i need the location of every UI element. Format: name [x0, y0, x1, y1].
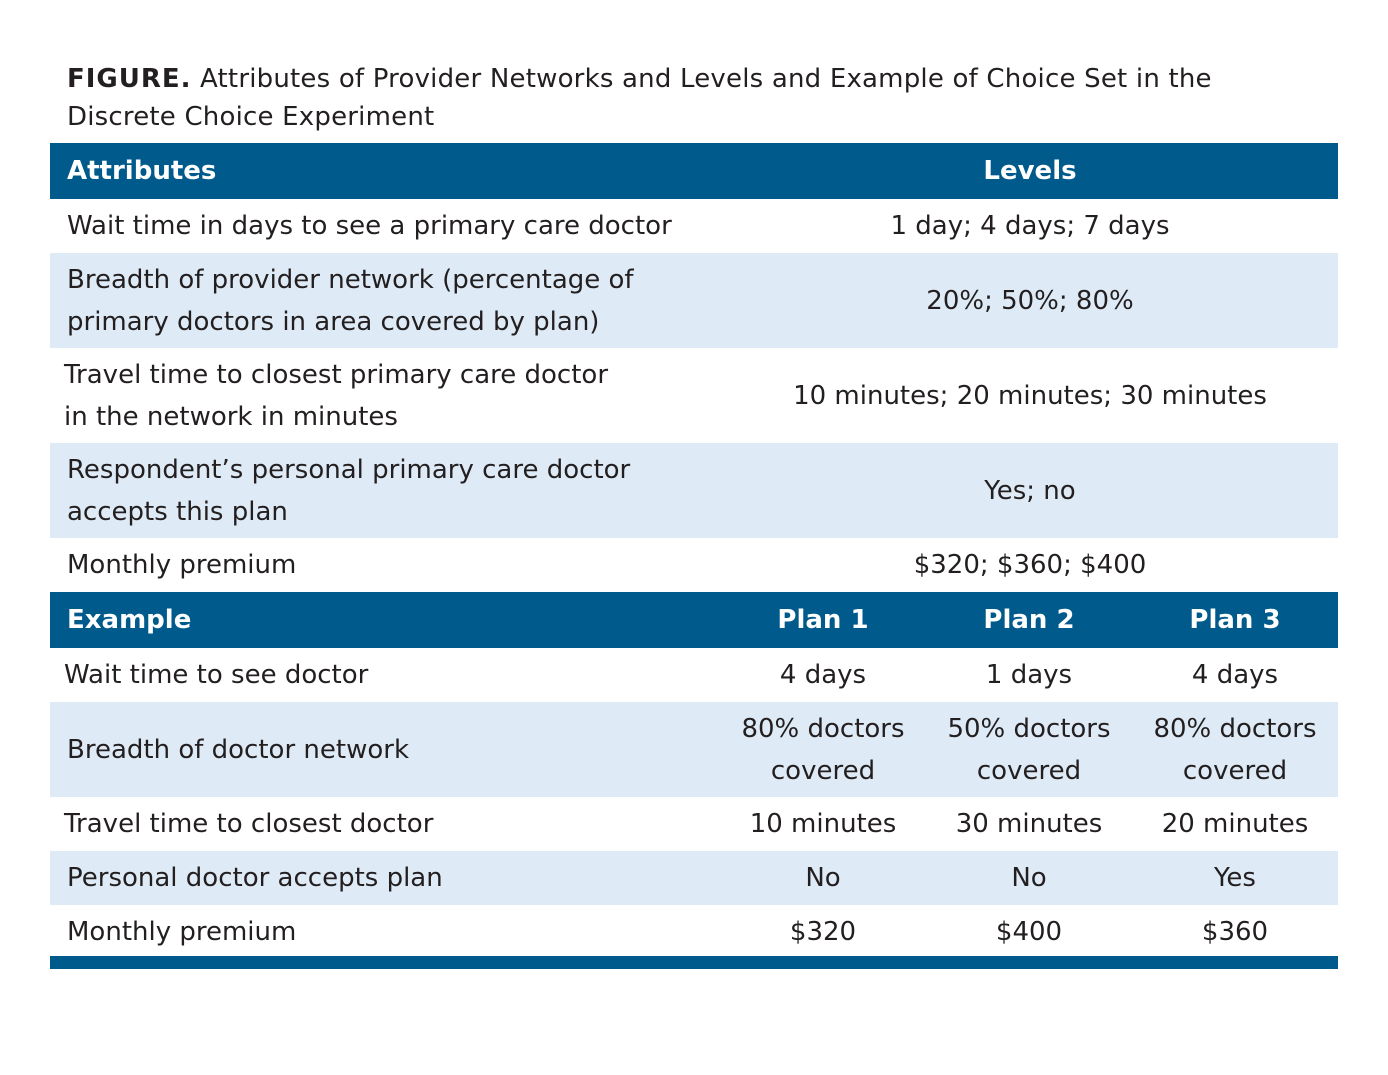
attribute-cell: Monthly premium: [67, 550, 297, 580]
levels-cell: 20%; 50%; 80%: [926, 285, 1134, 316]
table-row: [50, 851, 1338, 905]
example-column-header: Example: [67, 605, 192, 635]
plan-1-cell: $320: [789, 917, 857, 947]
example-attribute-cell: Breadth of doctor network: [67, 734, 409, 765]
plan-2-cell: $400: [995, 917, 1063, 947]
attributes-header-row: [50, 143, 1338, 199]
attributes-column-header: Attributes: [67, 156, 217, 186]
table-row: [50, 253, 1338, 348]
attribute-cell: Wait time in days to see a primary care doctor: [67, 211, 672, 241]
plan-3-cell: Yes: [1214, 863, 1256, 893]
figure-title: Attributes of Provider Networks and Levels and Example of Choice Set in the Discrete Choice Experiment: [67, 64, 1212, 132]
example-attribute-cell: Wait time to see doctor: [64, 660, 369, 690]
attribute-cell: Respondent’s personal primary care doctor accepts this plan: [67, 454, 631, 527]
plan-3-cell: 80% doctors covered: [1153, 713, 1317, 786]
example-attribute-cell: Monthly premium: [67, 917, 297, 947]
table-row: [50, 199, 1338, 253]
plan-1-cell: 10 minutes: [749, 809, 897, 839]
table-row: [50, 905, 1338, 959]
example-header-row: [50, 592, 1338, 648]
example-attribute-cell: Travel time to closest doctor: [64, 809, 434, 839]
plan-1-cell: 4 days: [779, 660, 867, 690]
figure-caption: [67, 60, 1327, 136]
levels-cell: $320; $360; $400: [913, 550, 1147, 580]
plan-2-cell: 30 minutes: [955, 809, 1103, 839]
plan-2-column-header: Plan 2: [983, 605, 1075, 635]
table-row: [50, 538, 1338, 592]
example-attribute-cell: Personal doctor accepts plan: [67, 863, 443, 893]
table-row: [50, 702, 1338, 797]
plan-3-cell: $360: [1201, 917, 1269, 947]
plan-2-cell: 1 days: [985, 660, 1073, 690]
plan-3-cell: 4 days: [1191, 660, 1279, 690]
table-bottom-rule: [50, 956, 1338, 969]
plan-3-column-header: Plan 3: [1189, 605, 1281, 635]
plan-2-cell: No: [1011, 863, 1047, 893]
levels-cell: Yes; no: [984, 475, 1076, 506]
plan-1-column-header: Plan 1: [777, 605, 869, 635]
plan-1-cell: No: [805, 863, 841, 893]
plan-1-cell: 80% doctors covered: [741, 713, 905, 786]
attributes-levels-table: [50, 143, 1338, 959]
table-row: [50, 443, 1338, 538]
attribute-cell: Breadth of provider network (percentage of primary doctors in area covered by plan): [67, 264, 634, 337]
levels-cell: 10 minutes; 20 minutes; 30 minutes: [793, 380, 1267, 411]
plan-2-cell: 50% doctors covered: [947, 713, 1111, 786]
levels-column-header: Levels: [983, 156, 1077, 186]
table-row: [50, 797, 1338, 851]
table-row: [50, 348, 1338, 443]
figure-label: FIGURE.: [67, 64, 192, 94]
plan-3-cell: 20 minutes: [1161, 809, 1309, 839]
table-row: [50, 648, 1338, 702]
levels-cell: 1 day; 4 days; 7 days: [890, 211, 1170, 241]
attribute-cell: Travel time to closest primary care doctor in the network in minutes: [64, 359, 609, 432]
